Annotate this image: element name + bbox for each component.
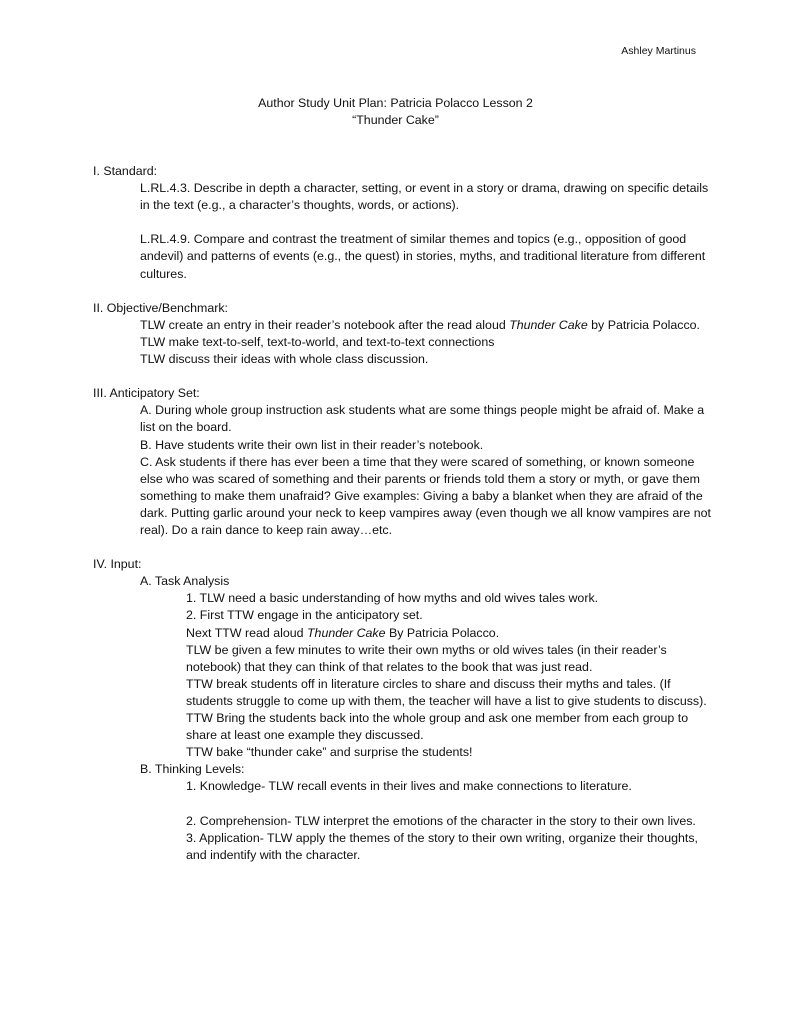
objective-item-3: TLW discuss their ideas with whole class discussion. (140, 352, 429, 367)
objective-item-1 (93, 317, 713, 334)
header-author-name: Ashley Martinus (621, 45, 696, 57)
objective-item-1-text: TLW create an entry in their reader’s notebook after the read aloud (140, 317, 510, 332)
document-title (0, 95, 791, 129)
section-heading-input: IV. Input: (93, 557, 142, 572)
task-step-7: TTW bake “thunder cake” and surprise the students! (186, 745, 473, 760)
book-title-thunder-cake: Thunder Cake (509, 317, 588, 332)
anticipatory-item-c: C. Ask students if there has ever been a time that they were scared of something, or known someone else who was scared of something and their parents or friends told them a story or myth, or gave them something to make them unafraid? Give examples: Giving a baby a blanket when they are afraid of the dark. Putting garlic around your neck to keep vampires away (even though we all know vampires are not real). Do a rain dance to keep rain away…etc. (140, 454, 711, 537)
section-objective (93, 300, 713, 368)
document-body (93, 163, 713, 864)
section-input (93, 556, 713, 864)
section-standard (93, 163, 713, 283)
objective-item-2: TLW make text-to-self, text-to-world, and text-to-text connections (140, 334, 495, 349)
anticipatory-item-b: B. Have students write their own list in their reader’s notebook. (140, 437, 484, 452)
title-line-2: “Thunder Cake” (352, 113, 439, 127)
thinking-levels-heading: B. Thinking Levels: (140, 762, 245, 777)
section-heading-anticipatory: III. Anticipatory Set: (93, 386, 200, 401)
task-step-5: TTW break students off in literature circles to share and discuss their myths and tales. (If students struggle to come up with them, the teacher will have a list to give students to discuss). (186, 676, 707, 708)
task-step-3 (93, 625, 713, 642)
standard-item-rl43: L.RL.4.3. Describe in depth a character, setting, or event in a story or drama, drawing on specific details in the text (e.g., a character’s thoughts, words, or actions). (140, 181, 709, 213)
thinking-level-knowledge: 1. Knowledge- TLW recall events in their lives and make connections to literature. (186, 779, 632, 794)
task-step-4: TLW be given a few minutes to write their own myths or old wives tales (in their reader’s notebook) that they can think of that relates to the book that was just read. (186, 642, 667, 674)
task-step-3-text-end: By Patricia Polacco. (385, 625, 500, 640)
task-analysis-heading: A. Task Analysis (140, 574, 230, 589)
section-anticipatory (93, 385, 713, 539)
task-step-1: 1. TLW need a basic understanding of how myths and old wives tales work. (186, 591, 599, 606)
thinking-level-comprehension: 2. Comprehension- TLW interpret the emotions of the character in the story to their own lives. (186, 813, 696, 828)
standard-item-rl49: L.RL.4.9. Compare and contrast the treatment of similar themes and topics (e.g., opposition of good andevil) and patterns of events (e.g., the quest) in stories, myths, and traditional literature from different cultures. (140, 232, 706, 281)
section-heading-objective: II. Objective/Benchmark: (93, 300, 228, 315)
task-step-6: TTW Bring the students back into the whole group and ask one member from each group to share at least one example they discussed. (186, 711, 689, 743)
objective-item-1-text-end: by Patricia Polacco. (587, 317, 700, 332)
thinking-level-application: 3. Application- TLW apply the themes of the story to their own writing, organize their thoughts, and indentify with the character. (186, 830, 698, 862)
anticipatory-item-a: A. During whole group instruction ask students what are some things people might be afraid of. Make a list on the board. (140, 403, 705, 435)
task-step-2: 2. First TTW engage in the anticipatory set. (186, 608, 423, 623)
title-line-1: Author Study Unit Plan: Patricia Polacco Lesson 2 (258, 96, 533, 110)
book-title-thunder-cake-2: Thunder Cake (306, 625, 386, 640)
section-heading-standard: I. Standard: (93, 164, 158, 178)
task-step-3-text: Next TTW read aloud (186, 625, 307, 640)
